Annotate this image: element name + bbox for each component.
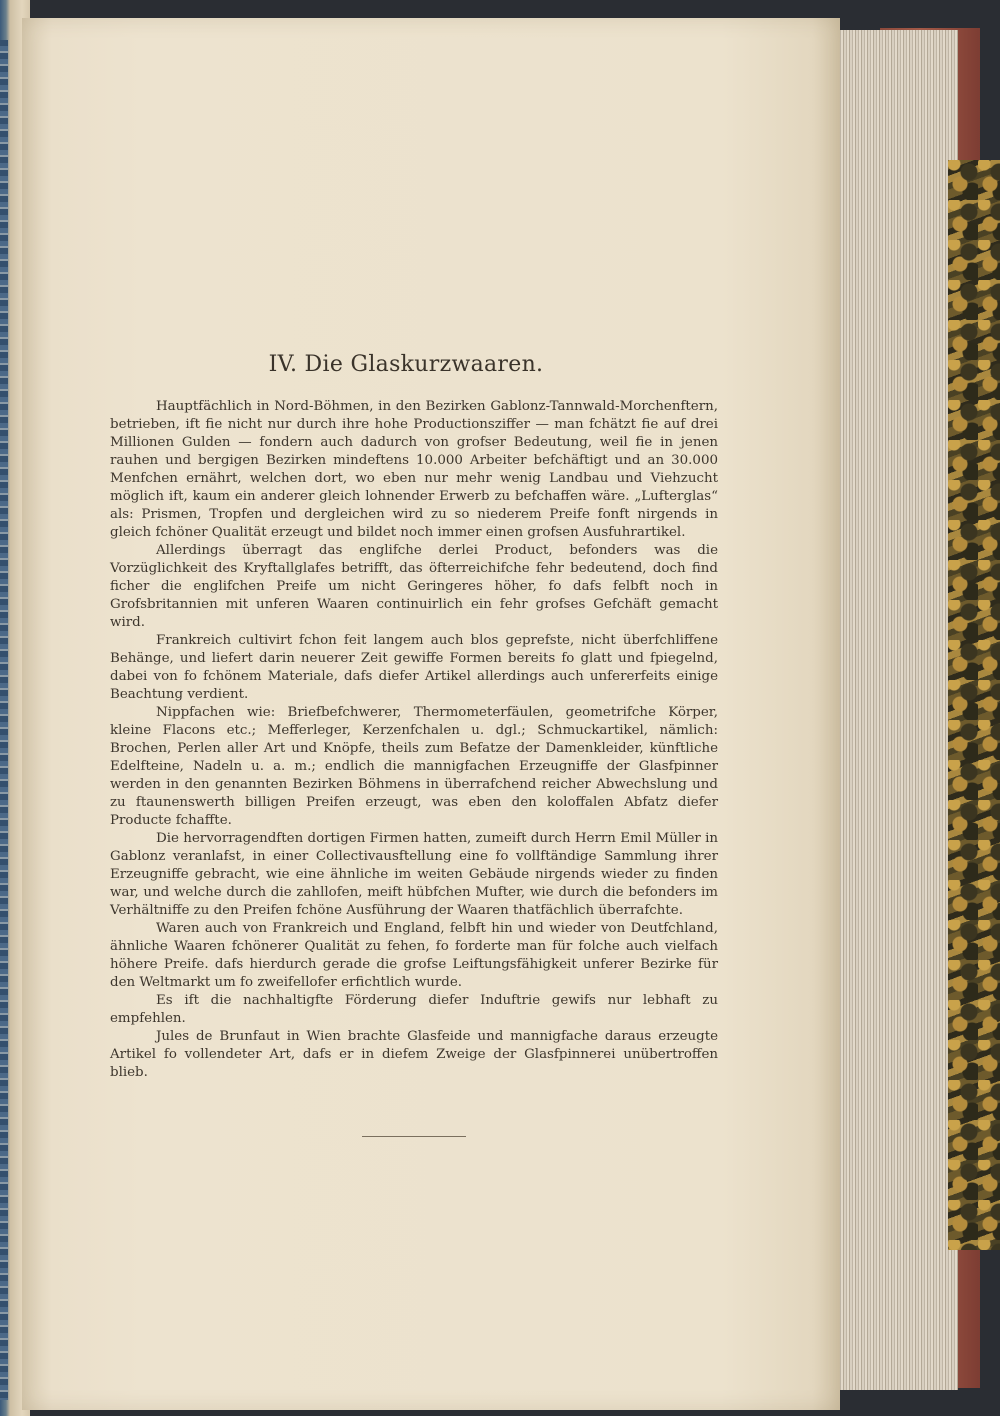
end-rule xyxy=(362,1136,466,1137)
paragraph-3: Frankreich cultivirt fchon feit langem auch blos geprefste, nicht überfchliffene Behänge, und liefert darin neuerer Zeit gewiffe Formen bereits fo glatt und fpiegelnd, dabei von fo fchönem Materiale, dafs diefer Artikel allerdings auch unfererfeits einige Beachtung verdient. xyxy=(110,633,718,702)
paragraph-2: Allerdings überragt das englifche derlei Product, befonders was die Vorzüglichkeit des Kryftallglafes betrifft, das öfterreichifche fehr bedeutend, doch find ficher die englifchen Preife um nicht Geringeres höher, fo dafs felbft noch in Grofsbritannien mit unferen Waaren continuirlich ein fehr grofses Gefchäft gemacht wird. xyxy=(110,543,718,630)
paragraph-5: Die hervorragendften dortigen Firmen hatten, zumeift durch Herrn Emil Müller in Gablonz veranlafst, in einer Collectivausftellung eine fo vollftändige Sammlung ihrer Erzeugniffe gebracht, wie eine ähnliche im weiten Gebäude nirgends wieder zu finden war, und welche durch die zahllofen, meift hübfchen Mufter, wie durch die befonders im Verhältniffe zu den Preifen fchöne Ausführung der Waaren thatfächlich überrafchte. xyxy=(110,831,718,918)
book-page xyxy=(22,18,840,1410)
body-text xyxy=(110,398,718,1082)
paragraph-6: Waren auch von Frankreich und England, felbft hin und wieder von Deutfchland, ähnliche Waaren fchönerer Qualität zu fehen, fo forderte man für folche auch vielfach höhere Preife. dafs hierdurch gerade die grofse Leiftungsfähigkeit unferer Bezirke für den Weltmarkt um fo zweifellofer erfichtlich wurde. xyxy=(110,921,718,990)
chapter-heading: IV. Die Glaskurzwaaren. xyxy=(268,352,544,377)
paragraph-1: Hauptfächlich in Nord-Böhmen, in den Bezirken Gablonz-Tannwald-Morchenftern, betrieben, ift fie nicht nur durch ihre hohe Productionsziffer — man fchätzt fie auf drei Millionen Gulden — fondern auch dadurch von grofser Bedeutung, weil fie in jenen rauhen und bergigen Bezirken mindeftens 10.000 Arbeiter befchäftigt und an 30.000 Menfchen ernährt, welchen dort, wo eben nur mehr wenig Landbau und Viehzucht möglich ift, kaum ein anderer gleich lohnender Erwerb zu befchaffen wäre. „Lufterglas“ als: Prismen, Tropfen und dergleichen wird zu so niederem Preife fonft nirgends in gleich fchöner Qualität erzeugt und bildet noch immer einen grofsen Ausfuhrartikel. xyxy=(110,399,718,540)
paragraph-4: Nippfachen wie: Briefbefchwerer, Thermometerfäulen, geometrifche Körper, kleine Flacons etc.; Mefferleger, Kerzenfchalen u. dgl.; Schmuckartikel, nämlich: Brochen, Perlen aller Art und Knöpfe, theils zum Befatze der Damenkleider, künftliche Edelfteine, Nadeln u. a. m.; endlich die mannigfachen Erzeugniffe der Glasfpinner werden in den genannten Bezirken Böhmens in überrafchend reicher Abwechslung und zu ftaunenswerth billigen Preifen erzeugt, was eben den koloffalen Abfatz diefer Producte fchaffte. xyxy=(110,705,718,828)
paragraph-7: Es ift die nachhaltigfte Förderung diefer Induftrie gewifs nur lebhaft zu empfehlen. xyxy=(110,993,718,1026)
marbled-endpaper xyxy=(948,160,1000,1250)
page-block-edges xyxy=(838,30,958,1390)
paragraph-8: Jules de Brunfaut in Wien brachte Glasfeide und mannigfache daraus erzeugte Artikel fo vollendeter Art, dafs er in diefem Zweige der Glasfpinnerei unübertroffen blieb. xyxy=(110,1029,718,1080)
binding-strip xyxy=(0,40,8,1400)
